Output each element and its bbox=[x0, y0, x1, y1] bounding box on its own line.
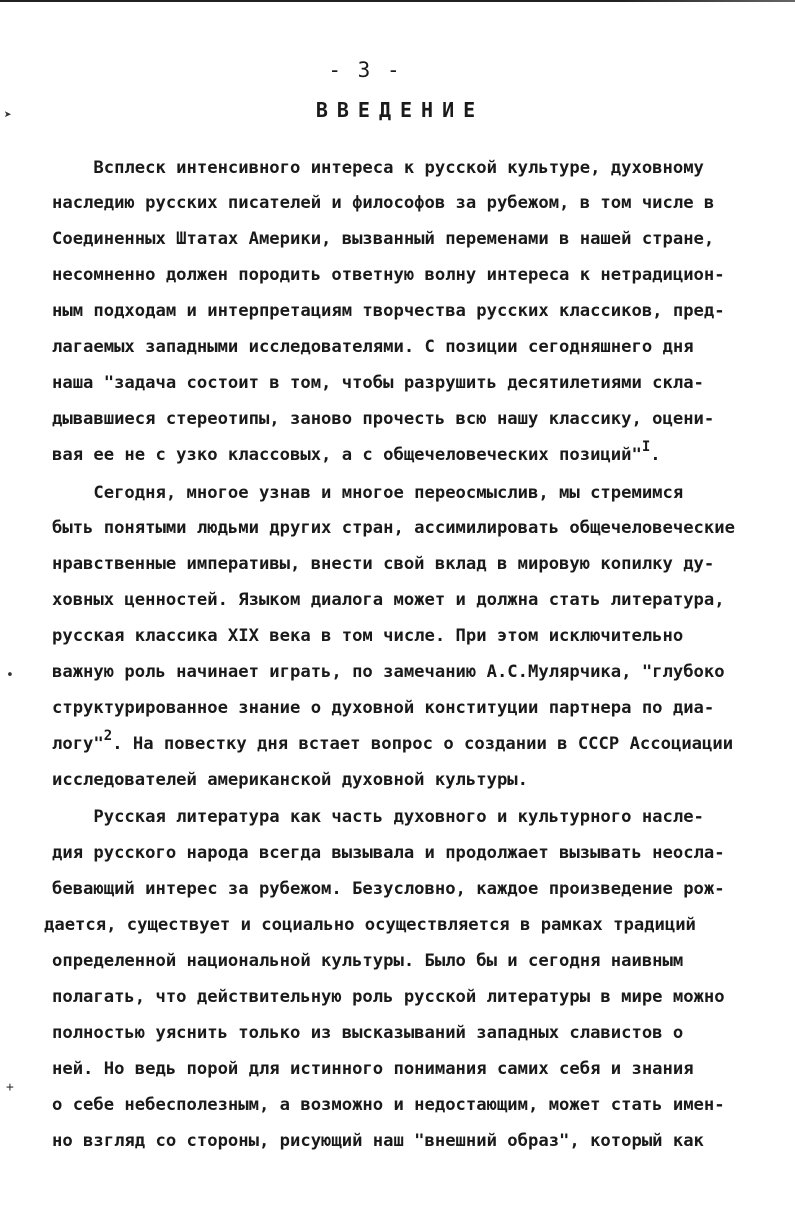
top-rule bbox=[0, 0, 795, 2]
text-line bbox=[52, 1020, 683, 1046]
text-line-content: лагаемых западными исследователями. С позиции сегодняшнего дня bbox=[52, 337, 694, 357]
text-line-content: исследователей американской духовной культуры. bbox=[52, 770, 528, 790]
text-line bbox=[52, 334, 694, 360]
text-line bbox=[52, 623, 683, 649]
text-line bbox=[52, 155, 704, 181]
text-line-content: дается, существует и социально осуществляется в рамках традиций bbox=[44, 915, 696, 935]
text-line bbox=[52, 226, 714, 252]
text-line-content: дывавшиеся стереотипы, заново прочесть всю нашу классику, оцени- bbox=[52, 409, 715, 429]
footnote-ref: I bbox=[641, 439, 651, 456]
text-line-content: Русская литература как часть духовного и культурного насле- bbox=[52, 807, 704, 827]
text-line bbox=[52, 984, 725, 1010]
text-line bbox=[52, 298, 725, 324]
text-line bbox=[52, 876, 725, 902]
margin-tick-mark: + bbox=[6, 1080, 14, 1095]
text-line-content: наша "задача состоит в том, чтобы разрушить десятилетиями скла- bbox=[52, 373, 704, 393]
page-number: - 3 - bbox=[328, 58, 402, 82]
text-line-content: Всплеск интенсивного интереса к русской культуре, духовному bbox=[52, 158, 704, 178]
text-line-content: несомненно должен породить ответную волну интереса к нетрадицион- bbox=[52, 265, 725, 285]
text-line bbox=[52, 840, 725, 866]
text-line bbox=[52, 587, 725, 613]
text-line bbox=[52, 804, 704, 830]
text-line-content: ней. Но ведь порой для истинного понимания самих себя и знания bbox=[52, 1059, 694, 1079]
margin-tick-mark: ➤ bbox=[4, 108, 12, 123]
text-line bbox=[52, 1128, 704, 1154]
text-line-content: нравственные императивы, внести свой вклад в мировую копилку ду- bbox=[52, 554, 715, 574]
text-line-content: логу" bbox=[52, 734, 104, 754]
footnote-ref: 2 bbox=[103, 728, 113, 745]
text-line-content: важную роль начинает играть, по замечанию А.С.Мулярчика, "глубоко bbox=[52, 662, 725, 682]
text-line-content: быть понятыми людьми других стран, ассимилировать общечеловеческие bbox=[52, 518, 735, 538]
text-line bbox=[52, 1092, 725, 1118]
text-line bbox=[52, 767, 528, 793]
text-line bbox=[52, 728, 734, 757]
text-line bbox=[52, 659, 725, 685]
text-line bbox=[52, 439, 661, 468]
text-line-content: полагать, что действительную роль русской литературы в мире можно bbox=[52, 987, 725, 1007]
text-line-content: структурированное знание о духовной конституции партнера по диа- bbox=[52, 698, 715, 718]
text-line-content: но взгляд со стороны, рисующий наш "внешний образ", который как bbox=[52, 1131, 704, 1151]
text-line-content: вая ее не с узко классовых, а с общечеловеческих позиций" bbox=[52, 445, 642, 465]
page-title: ВВЕДЕНИЕ bbox=[315, 98, 485, 122]
text-line-content: о себе небесполезным, а возможно и недостающим, может стать имен- bbox=[52, 1095, 725, 1115]
text-line-content: полностью уяснить только из высказываний западных славистов о bbox=[52, 1023, 684, 1043]
text-line-content: ным подходам и интерпретациям творчества русских классиков, пред- bbox=[52, 301, 725, 321]
margin-tick-mark: • bbox=[6, 668, 14, 683]
text-line bbox=[52, 515, 735, 541]
text-line-content: дия русского народа всегда вызывала и продолжает вызывать неосла- bbox=[52, 843, 725, 863]
text-line bbox=[52, 480, 683, 506]
text-line-content: русская классика XIX века в том числе. При этом исключительно bbox=[52, 626, 684, 646]
text-line-tail: . bbox=[650, 445, 661, 465]
text-line-content: Сегодня, многое узнав и многое переосмыслив, мы стремимся bbox=[52, 483, 684, 503]
text-line bbox=[52, 551, 714, 577]
text-line-content: бевающий интерес за рубежом. Безусловно, каждое произведение рож- bbox=[52, 879, 725, 899]
text-line-content: наследию русских писателей и философов за рубежом, в том числе в bbox=[52, 193, 715, 213]
text-line bbox=[52, 695, 714, 721]
text-line bbox=[52, 262, 725, 288]
text-line-content: ховных ценностей. Языком диалога может и должна стать литература, bbox=[52, 590, 725, 610]
text-line bbox=[52, 406, 714, 432]
text-line bbox=[44, 912, 696, 938]
text-line-content: Соединенных Штатах Америки, вызванный переменами в нашей стране, bbox=[52, 229, 715, 249]
text-line bbox=[52, 190, 714, 216]
text-line bbox=[52, 370, 704, 396]
text-line bbox=[52, 1056, 694, 1082]
text-line bbox=[52, 948, 683, 974]
text-line-tail: . На повестку дня встает вопрос о создании в СССР Ассоциации bbox=[112, 734, 734, 754]
text-line-content: определенной национальной культуры. Было бы и сегодня наивным bbox=[52, 951, 684, 971]
